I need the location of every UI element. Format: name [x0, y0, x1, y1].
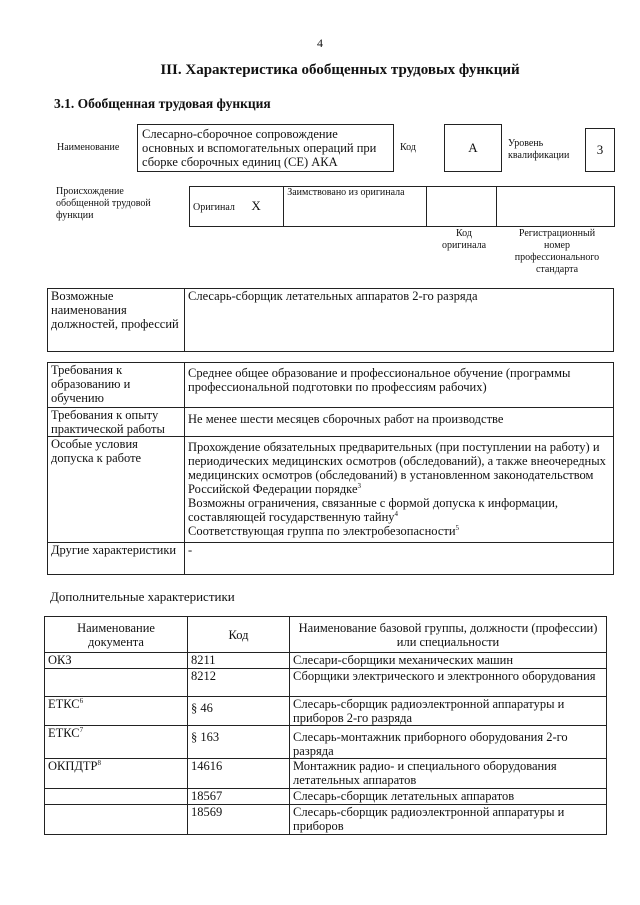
table-row	[45, 726, 607, 759]
level-box	[585, 128, 615, 172]
code-caption: Код оригинала	[441, 228, 487, 251]
function-name-box	[137, 124, 394, 172]
code-label: Код	[400, 142, 416, 153]
borrowed-cell	[284, 187, 426, 227]
original-code-cell	[426, 187, 497, 227]
original-cell	[190, 187, 284, 227]
doc-cell	[45, 789, 188, 805]
code-cell: 14616	[188, 759, 290, 789]
table-row	[45, 759, 607, 789]
doc-cell	[45, 805, 188, 835]
code-cell: 8211	[188, 653, 290, 669]
other-label: Другие характеристики	[48, 543, 185, 575]
table-header-row	[45, 617, 607, 653]
table-row	[45, 697, 607, 726]
code-cell: 8212	[188, 669, 290, 697]
code-cell: § 46	[188, 697, 290, 726]
header-code: Код	[188, 617, 290, 653]
doc-cell: ЕТКС$^7$	[45, 726, 188, 759]
reg-caption: Регистрационный номер профессионального стандарта	[514, 228, 600, 275]
code-value: А	[468, 140, 478, 155]
doc-cell	[45, 669, 188, 697]
doc-cell: ОКЗ	[45, 653, 188, 669]
name-label: Наименование	[57, 142, 120, 153]
code-cell: 18567	[188, 789, 290, 805]
experience-label: Требования к опыту практической работы	[48, 408, 185, 437]
experience-value: Не менее шести месяцев сборочных работ на производстве	[185, 408, 614, 437]
origin-label: Происхождение обобщенной трудовой функции	[56, 186, 151, 221]
code-cell: § 163	[188, 726, 290, 759]
original-label: Оригинал	[193, 201, 235, 213]
doc-cell: ЕТКС$^6$	[45, 697, 188, 726]
secrecy-line: Возможны ограничения, связанные с формой допуска к информации, составляющей государственную тайну$^4$	[188, 496, 559, 524]
level-label: Уровень квалификации	[508, 138, 570, 161]
table-row	[45, 805, 607, 835]
subsection-heading: 3.1. Обобщенная трудовая функция	[54, 96, 271, 111]
section-heading: III. Характеристика обобщенных трудовых функций	[160, 62, 520, 78]
education-label: Требования к образованию и обучению	[48, 363, 185, 408]
table-row	[45, 789, 607, 805]
electrosafety-line: Соответствующая группа по электробезопасности$^5$	[188, 523, 460, 538]
reg-number-cell	[497, 187, 615, 227]
function-name-value: Слесарно-сборочное сопровождение основных и вспомогательных операций при сборке сборочных единиц (СЕ) АКА	[142, 127, 377, 169]
positions-table	[47, 288, 614, 352]
name-cell: Слесари-сборщики механических машин	[290, 653, 607, 669]
origin-table	[189, 186, 615, 227]
name-cell: Слесарь-сборщик радиоэлектронной аппаратуры и приборов 2-го разряда	[290, 697, 607, 726]
additional-table	[44, 616, 607, 835]
special-conditions-label: Особые условия допуска к работе	[48, 437, 185, 543]
header-name: Наименование базовой группы, должности (профессии) или специальности	[290, 617, 607, 653]
special-conditions-value	[185, 437, 614, 543]
medical-line: Прохождение обязательных предварительных (при поступлении на работу) и периодических медицинских осмотров (обследований), а также внеочередных медицинских осмотров (обследований) в установленном законодательством Российской Федерации порядке$^3$	[188, 440, 606, 496]
code-box	[444, 124, 502, 172]
page-number: 4	[317, 36, 323, 50]
positions-label: Возможные наименования должностей, профессий	[48, 289, 185, 352]
code-cell: 18569	[188, 805, 290, 835]
name-cell: Слесарь-сборщик радиоэлектронной аппаратуры и приборов	[290, 805, 607, 835]
original-mark: Х	[251, 197, 261, 213]
header-document: Наименование документа	[45, 617, 188, 653]
table-row	[45, 669, 607, 697]
name-cell: Сборщики электрического и электронного оборудования	[290, 669, 607, 697]
borrowed-label: Заимствовано из оригинала	[287, 187, 405, 198]
doc-cell: ОКПДТР$^8$	[45, 759, 188, 789]
positions-value: Слесарь-сборщик летательных аппаратов 2-го разряда	[185, 289, 614, 352]
level-value: 3	[596, 142, 604, 157]
name-cell: Монтажник радио- и специального оборудования летательных аппаратов	[290, 759, 607, 789]
other-value: -	[185, 543, 614, 575]
name-cell: Слесарь-монтажник приборного оборудования 2-го разряда	[290, 726, 607, 759]
requirements-table	[47, 362, 614, 575]
table-row	[45, 653, 607, 669]
additional-title: Дополнительные характеристики	[50, 589, 235, 604]
education-value: Среднее общее образование и профессиональное обучение (программы профессиональной подготовки по профессиям рабочих)	[185, 363, 614, 408]
name-cell: Слесарь-сборщик летательных аппаратов	[290, 789, 607, 805]
